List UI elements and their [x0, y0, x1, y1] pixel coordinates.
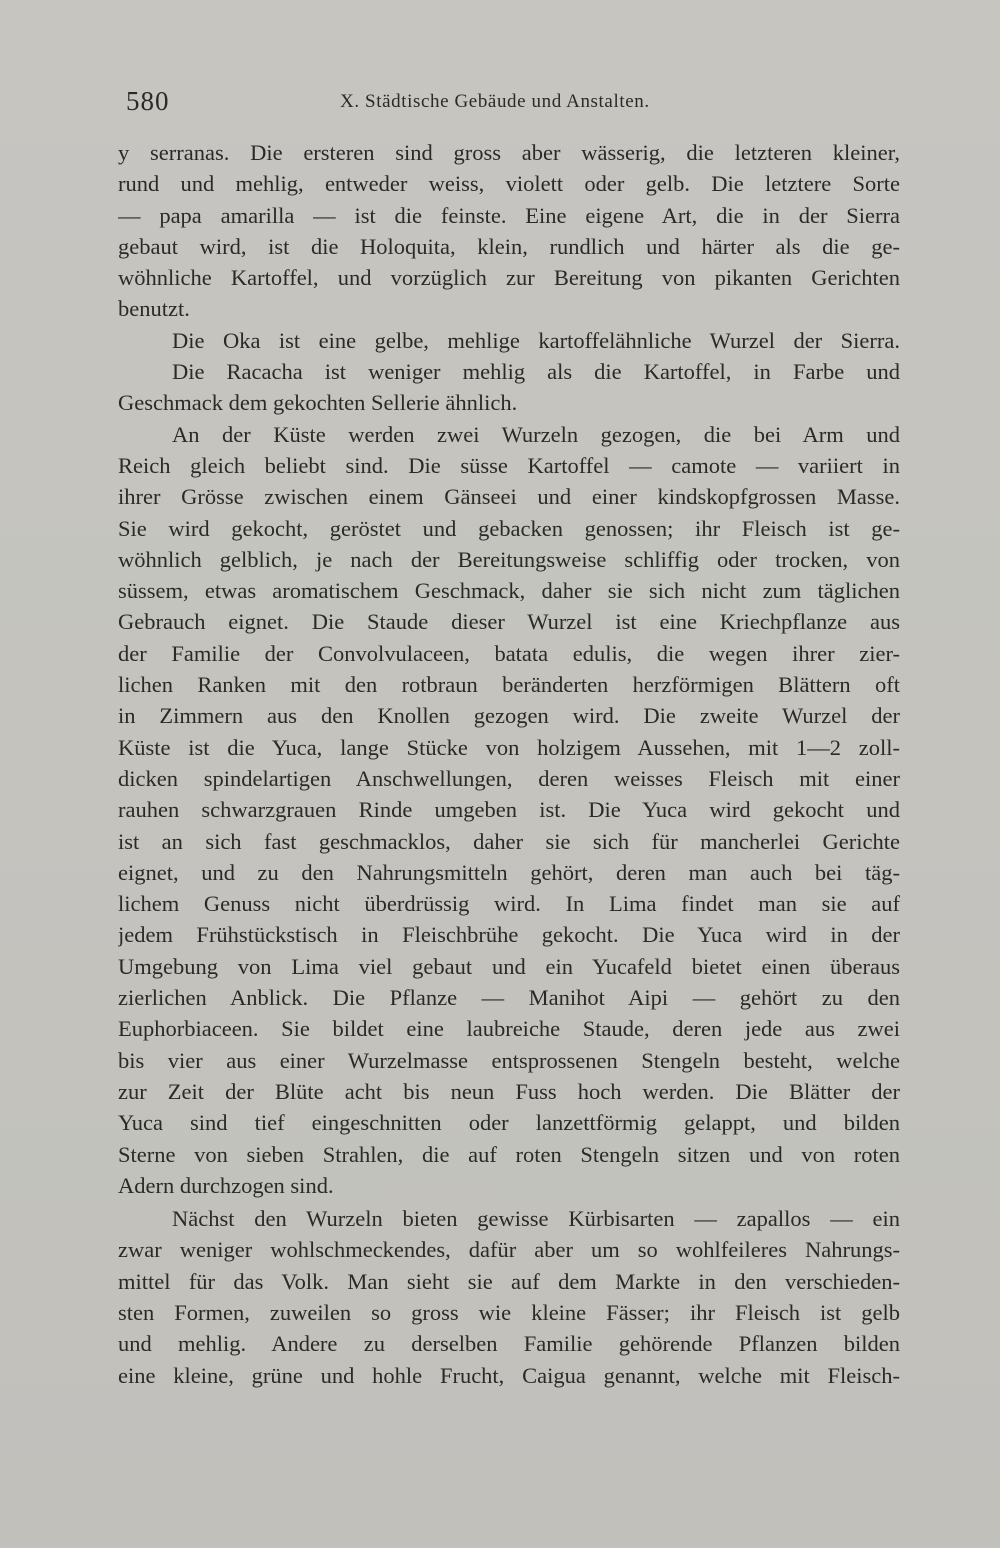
text-line: Die Racacha ist weniger mehlig als die Kartoffel, in Farbe und: [172, 359, 900, 385]
text-line: eine kleine, grüne und hohle Frucht, Caigua genannt, welche mit Fleisch-: [118, 1362, 900, 1388]
text-line: Euphorbiaceen. Sie bildet eine laubreiche Staude, deren jede aus zwei: [118, 1016, 900, 1042]
text-line: Gebrauch eignet. Die Staude dieser Wurzel ist eine Kriechpflanze aus: [118, 609, 900, 635]
text-line: ihrer Grösse zwischen einem Gänseei und einer kindskopfgrossen Masse.: [118, 484, 900, 510]
text-line: eignet, und zu den Nahrungsmitteln gehört, deren man auch bei täg-: [118, 859, 900, 885]
text-line: wöhnliche Kartoffel, und vorzüglich zur Bereitung von pikanten Gerichten: [118, 265, 900, 291]
text-line: y serranas. Die ersteren sind gross aber wässerig, die letzteren kleiner,: [118, 140, 900, 165]
text-line: Küste ist die Yuca, lange Stücke von holzigem Aussehen, mit 1—2 zoll-: [118, 734, 900, 760]
text-line: rauhen schwarzgrauen Rinde umgeben ist. Die Yuca wird gekocht und: [118, 797, 900, 823]
text-line: dicken spindelartigen Anschwellungen, deren weisses Fleisch mit einer: [118, 765, 900, 791]
text-line: Umgebung von Lima viel gebaut und ein Yucafeld bietet einen überaus: [118, 953, 900, 979]
page-number: 580: [126, 86, 170, 116]
text-line: — papa amarilla — ist die feinste. Eine eigene Art, die in der Sierra: [118, 202, 900, 228]
text-line: mittel für das Volk. Man sieht sie auf dem Markte in den verschieden-: [118, 1268, 900, 1294]
body-text: [118, 137, 900, 1391]
text-line: in Zimmern aus den Knollen gezogen wird. Die zweite Wurzel der: [118, 703, 900, 729]
text-line: der Familie der Convolvulaceen, batata edulis, die wegen ihrer zier-: [118, 640, 900, 666]
text-line: bis vier aus einer Wurzelmasse entsprossenen Stengeln besteht, welche: [118, 1047, 900, 1073]
text-line: sten Formen, zuweilen so gross wie kleine Fässer; ihr Fleisch ist gelb: [118, 1299, 900, 1325]
text-line: Sterne von sieben Strahlen, die auf roten Stengeln sitzen und von roten: [118, 1141, 900, 1167]
page-header: [126, 86, 896, 126]
text-line: wöhnlich gelblich, je nach der Bereitungsweise schliffig oder trocken, von: [118, 546, 900, 572]
text-line: süssem, etwas aromatischem Geschmack, daher sie sich nicht zum täglichen: [118, 578, 900, 604]
text-line: zur Zeit der Blüte acht bis neun Fuss hoch werden. Die Blätter der: [118, 1078, 900, 1104]
text-line: Reich gleich beliebt sind. Die süsse Kartoffel — camote — variiert in: [118, 452, 900, 478]
text-line: Nächst den Wurzeln bieten gewisse Kürbisarten — zapallos — ein: [172, 1206, 900, 1232]
text-line: lichem Genuss nicht überdrüssig wird. In Lima findet man sie auf: [118, 891, 900, 917]
text-line: Die Oka ist eine gelbe, mehlige kartoffelähnliche Wurzel der Sierra.: [172, 327, 900, 353]
text-line: jedem Frühstückstisch in Fleischbrühe gekocht. Die Yuca wird in der: [118, 922, 900, 948]
text-line: Geschmack dem gekochten Sellerie ähnlich.: [118, 390, 518, 416]
text-line: gebaut wird, ist die Holoquita, klein, rundlich und härter als die ge-: [118, 233, 900, 259]
text-line: zwar weniger wohlschmeckendes, dafür aber um so wohlfeileres Nahrungs-: [118, 1237, 900, 1263]
text-line: und mehlig. Andere zu derselben Familie gehörende Pflanzen bilden: [118, 1331, 900, 1357]
text-line: lichen Ranken mit den rotbraun beränderten herzförmigen Blättern oft: [118, 672, 900, 698]
text-line: Yuca sind tief eingeschnitten oder lanzettförmig gelappt, und bilden: [118, 1110, 900, 1136]
text-line: zierlichen Anblick. Die Pflanze — Manihot Aipi — gehört zu den: [118, 985, 900, 1011]
text-line: An der Küste werden zwei Wurzeln gezogen, die bei Arm und: [172, 421, 900, 447]
running-title: X. Städtische Gebäude und Anstalten.: [340, 91, 650, 112]
text-line: rund und mehlig, entweder weiss, violett oder gelb. Die letztere Sorte: [118, 171, 900, 197]
text-line: Sie wird gekocht, geröstet und gebacken genossen; ihr Fleisch ist ge-: [118, 515, 900, 541]
text-line: benutzt.: [118, 296, 190, 322]
text-line: ist an sich fast geschmacklos, daher sie sich für mancherlei Gerichte: [118, 828, 900, 854]
text-line: Adern durchzogen sind.: [118, 1172, 334, 1198]
